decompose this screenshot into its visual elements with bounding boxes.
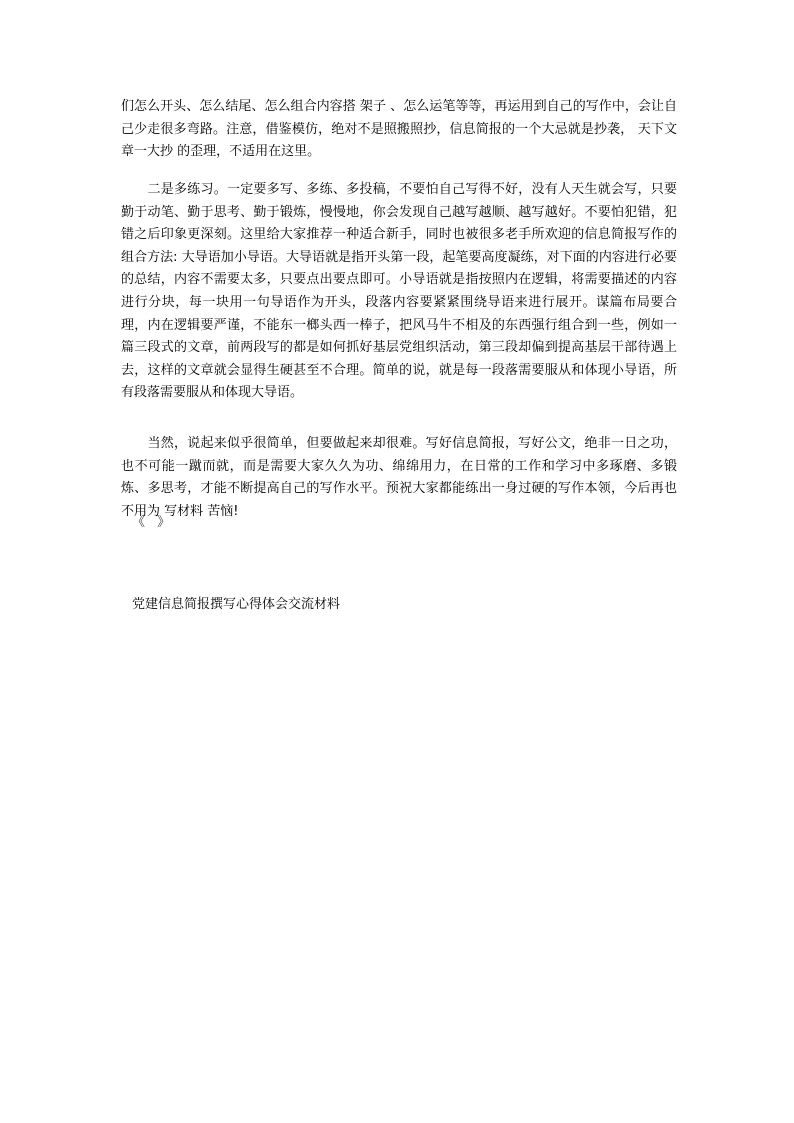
document-title: 党建信息简报撰写心得体会交流材料 (132, 597, 341, 612)
paragraph-1: 们怎么开头、怎么结尾、怎么组合内容搭 架子 、怎么运笔等等，再运用到自己的写作中，会让自己少走很多弯路。注意，借鉴模仿，绝对不是照搬照抄，信息简报的一个大忌就是抄袭， 天下文章一大抄 的歪理，不适用在这里。 (121, 99, 677, 160)
paragraph-3: 当然，说起来似乎很简单，但要做起来却很难。写好信息简报，写好公文，绝非一日之功，也不可能一蹴而就，而是需要大家久久为功、绵绵用力，在日常的工作和学习中多琢磨、多锻炼、多思考，才能不断提高自己的写作水平。预祝大家都能练出一身过硬的写作本领，今后再也不用为 写材料 苦恼! (121, 436, 677, 519)
angle-quote-marks: 《 》 (132, 515, 175, 530)
paragraph-2: 二是多练习。一定要多写、多练、多投稿，不要怕自己写得不好，没有人天生就会写，只要勤于动笔、勤于思考、勤于锻炼，慢慢地，你会发现自己越写越顺、越写越好。不要怕犯错，犯错之后印象更深刻。这里给大家推荐一种适合新手，同时也被很多老手所欢迎的信息简报写作的组合方法: 大导语加小导语。大导语就是指开头第一段，起笔要高度凝练，对下面的内容进行必要的总结，内容不需要太多，只要点出要点即可。小导语就是指按照内在逻辑，将需要描述的内容进行分块，每一块用一句导语作为开头，段落内容要紧紧围绕导语来进行展开。谋篇布局要合理，内在逻辑要严谨，不能东一榔头西一棒子，把风马牛不相及的东西强行组合到一些，例如一篇三段式的文章，前两段写的都是如何抓好基层党组织活动，第三段却偏到提高基层干部待遇上去，这样的文章就会显得生硬甚至不合理。简单的说，就是每一段落需要服从和体现小导语，所有段落需要服从和体现大导语。 (121, 182, 677, 401)
